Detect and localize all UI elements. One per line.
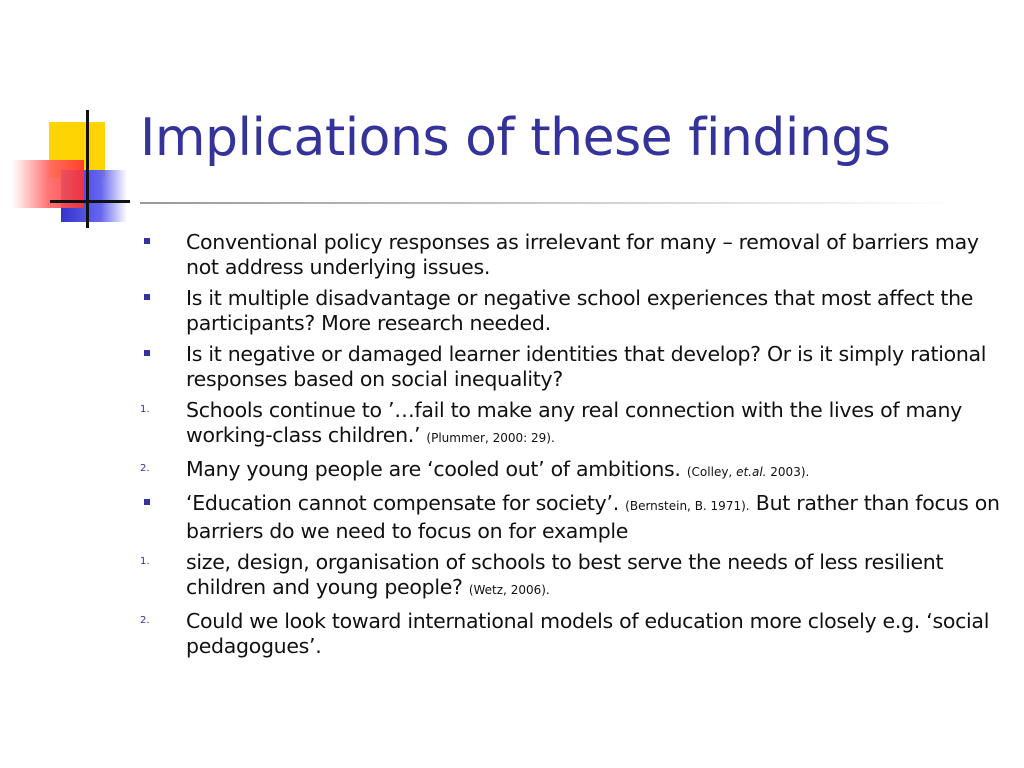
- square-bullet-icon: [144, 238, 150, 244]
- list-item: [140, 286, 1000, 336]
- list-number: 2.: [140, 463, 150, 474]
- list-item-text: Is it negative or damaged learner identities that develop? Or is it simply rational responses based on social inequality?: [186, 342, 987, 391]
- list-item: [140, 550, 1000, 603]
- logo-horizontal-line: [50, 200, 130, 203]
- list-item-text: size, design, organisation of schools to best serve the needs of less resilient children and young people?: [186, 550, 944, 599]
- citation-suffix: 2003).: [766, 465, 810, 479]
- list-item-text: Is it multiple disadvantage or negative school experiences that most affect the participants? More research needed.: [186, 286, 974, 335]
- list-item-text: ‘Education cannot compensate for society’.: [186, 491, 626, 515]
- list-item: [140, 398, 1000, 451]
- citation: (Bernstein, B. 1971).: [625, 499, 750, 513]
- list-number: 1.: [140, 404, 150, 415]
- list-item: [140, 342, 1000, 392]
- list-item-text: Many young people are ‘cooled out’ of ambitions.: [186, 457, 687, 481]
- list-item-text: Schools continue to ’…fail to make any real connection with the lives of many working-class children.’: [186, 398, 962, 447]
- bullet-list: [140, 230, 1000, 665]
- square-bullet-icon: [144, 294, 150, 300]
- list-item-text-wrapper: [186, 457, 1000, 485]
- list-item-text-wrapper: [186, 550, 1000, 603]
- list-item: [140, 230, 1000, 280]
- list-item: [140, 491, 1000, 544]
- logo-vertical-line: [86, 110, 89, 228]
- square-bullet-icon: [144, 499, 150, 505]
- list-item: [140, 609, 1000, 659]
- list-item-text: Could we look toward international models of education more closely e.g. ‘social pedagogues’.: [186, 609, 990, 658]
- list-number: 2.: [140, 615, 150, 626]
- citation: (Wetz, 2006).: [468, 583, 550, 597]
- slide-title: Implications of these findings: [140, 108, 891, 168]
- citation-italic: et.al.: [736, 465, 767, 479]
- citation-prefix: (Colley,: [686, 465, 737, 479]
- list-number: 1.: [140, 556, 150, 567]
- list-item-text-continued: But rather than focus on barriers do we need to focus on for example: [186, 491, 1000, 543]
- citation: (Plummer, 2000: 29).: [426, 431, 555, 445]
- title-divider: [140, 202, 960, 204]
- list-item-text-wrapper: [186, 491, 1000, 544]
- square-bullet-icon: [144, 350, 150, 356]
- list-item: [140, 457, 1000, 485]
- list-item-text-wrapper: [186, 398, 1000, 451]
- list-item-text: Conventional policy responses as irrelevant for many – removal of barriers may not address underlying issues.: [186, 230, 979, 279]
